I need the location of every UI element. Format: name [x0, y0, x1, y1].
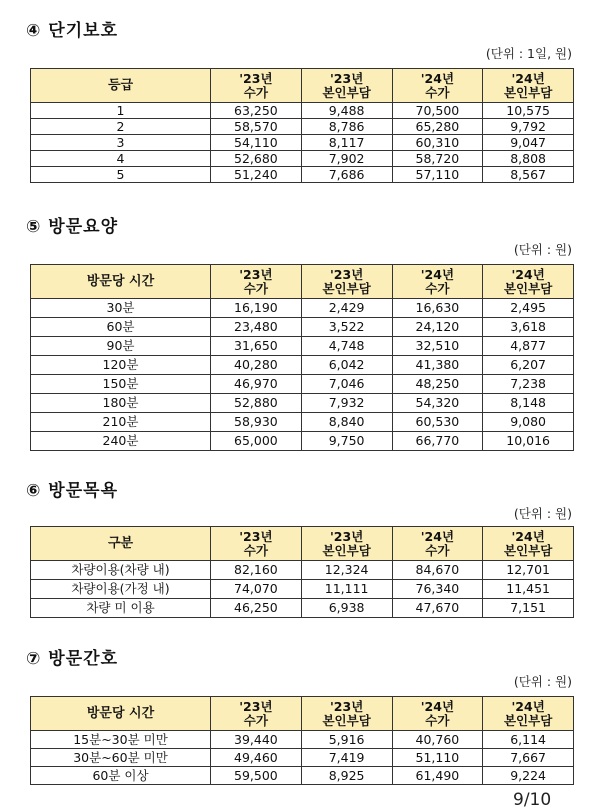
value-cell: 4,748 [301, 337, 392, 356]
row-label-cell: 210분 [31, 413, 211, 432]
header-cell [392, 69, 483, 103]
table-row [31, 413, 574, 432]
value-cell: 8,808 [483, 151, 574, 167]
table-row [31, 356, 574, 375]
value-cell: 76,340 [392, 580, 483, 599]
value-cell: 65,000 [211, 432, 302, 451]
value-cell: 61,490 [392, 767, 483, 785]
table-row [31, 151, 574, 167]
header-cell [392, 265, 483, 299]
value-cell: 60,530 [392, 413, 483, 432]
value-cell: 63,250 [211, 103, 302, 119]
value-cell: 6,938 [301, 599, 392, 618]
row-label-cell: 차량 미 이용 [31, 599, 211, 618]
table-row [31, 394, 574, 413]
table-row [31, 731, 574, 749]
value-cell: 47,670 [392, 599, 483, 618]
header-cell [301, 527, 392, 561]
table-row [31, 103, 574, 119]
row-label-cell: 240분 [31, 432, 211, 451]
header-text: '24년 본인부담 [503, 698, 553, 728]
value-cell: 7,932 [301, 394, 392, 413]
value-cell: 40,760 [392, 731, 483, 749]
table-row [31, 749, 574, 767]
row-label-cell: 90분 [31, 337, 211, 356]
value-cell: 23,480 [211, 318, 302, 337]
value-cell: 16,630 [392, 299, 483, 318]
page-indicator: 9/10 [513, 790, 552, 810]
row-label-cell: 60분 이상 [31, 767, 211, 785]
value-cell: 7,046 [301, 375, 392, 394]
value-cell: 9,047 [483, 135, 574, 151]
table-row [31, 167, 574, 183]
unit-note: (단위 : 원) [513, 506, 572, 521]
header-text: '24년 본인부담 [503, 528, 553, 558]
value-cell: 59,500 [211, 767, 302, 785]
fee-table [30, 696, 574, 785]
value-cell: 16,190 [211, 299, 302, 318]
value-cell: 51,240 [211, 167, 302, 183]
value-cell: 84,670 [392, 561, 483, 580]
value-cell: 39,440 [211, 731, 302, 749]
header-cell [483, 697, 574, 731]
row-label-cell: 60분 [31, 318, 211, 337]
row-label-cell: 4 [31, 151, 211, 167]
section-title: ④ 단기보호 [26, 21, 118, 41]
header-cell [483, 527, 574, 561]
section-title: ⑤ 방문요양 [26, 217, 118, 237]
table-row [31, 561, 574, 580]
section-title: ⑥ 방문목욕 [26, 481, 118, 501]
value-cell: 58,570 [211, 119, 302, 135]
row-label-cell: 3 [31, 135, 211, 151]
row-label-cell: 180분 [31, 394, 211, 413]
value-cell: 12,324 [301, 561, 392, 580]
value-cell: 12,701 [483, 561, 574, 580]
value-cell: 58,930 [211, 413, 302, 432]
value-cell: 3,618 [483, 318, 574, 337]
header-text: '24년 본인부담 [503, 266, 553, 296]
value-cell: 48,250 [392, 375, 483, 394]
value-cell: 65,280 [392, 119, 483, 135]
header-cell [211, 265, 302, 299]
value-cell: 2,495 [483, 299, 574, 318]
row-label-cell: 150분 [31, 375, 211, 394]
value-cell: 49,460 [211, 749, 302, 767]
row-label-cell: 30분 [31, 299, 211, 318]
value-cell: 41,380 [392, 356, 483, 375]
row-label-cell: 차량이용(차량 내) [31, 561, 211, 580]
value-cell: 8,840 [301, 413, 392, 432]
value-cell: 9,224 [483, 767, 574, 785]
header-text: '23년 본인부담 [322, 70, 371, 100]
header-text: '24년 수가 [420, 698, 455, 728]
header-text: '24년 수가 [420, 266, 455, 296]
value-cell: 4,877 [483, 337, 574, 356]
value-cell: 9,750 [301, 432, 392, 451]
header-text: '23년 수가 [239, 698, 273, 728]
value-cell: 7,667 [483, 749, 574, 767]
header-cell [483, 265, 574, 299]
table-row [31, 318, 574, 337]
value-cell: 7,902 [301, 151, 392, 167]
table-row [31, 337, 574, 356]
value-cell: 2,429 [301, 299, 392, 318]
value-cell: 10,575 [483, 103, 574, 119]
unit-note: (단위 : 원) [513, 242, 572, 257]
header-cell: 방문당 시간 [31, 265, 211, 299]
value-cell: 8,567 [483, 167, 574, 183]
row-label-cell: 1 [31, 103, 211, 119]
header-text: '24년 수가 [420, 70, 455, 100]
header-cell: 등급 [31, 69, 211, 103]
fee-table [30, 264, 574, 451]
value-cell: 9,080 [483, 413, 574, 432]
header-cell [211, 697, 302, 731]
table-row [31, 299, 574, 318]
value-cell: 6,042 [301, 356, 392, 375]
value-cell: 6,114 [483, 731, 574, 749]
value-cell: 31,650 [211, 337, 302, 356]
header-cell: 방문당 시간 [31, 697, 211, 731]
value-cell: 66,770 [392, 432, 483, 451]
value-cell: 54,110 [211, 135, 302, 151]
unit-note: (단위 : 원) [513, 674, 572, 689]
value-cell: 10,016 [483, 432, 574, 451]
unit-note: (단위 : 1일, 원) [485, 46, 572, 61]
value-cell: 54,320 [392, 394, 483, 413]
header-cell [392, 527, 483, 561]
header-text: '23년 수가 [239, 266, 273, 296]
fee-table [30, 526, 574, 618]
header-text: '23년 본인부담 [322, 528, 371, 558]
header-cell [301, 265, 392, 299]
value-cell: 52,680 [211, 151, 302, 167]
value-cell: 11,451 [483, 580, 574, 599]
value-cell: 52,880 [211, 394, 302, 413]
header-cell [301, 69, 392, 103]
value-cell: 57,110 [392, 167, 483, 183]
value-cell: 8,925 [301, 767, 392, 785]
value-cell: 8,786 [301, 119, 392, 135]
value-cell: 51,110 [392, 749, 483, 767]
header-text: '24년 본인부담 [503, 70, 553, 100]
value-cell: 40,280 [211, 356, 302, 375]
header-cell [483, 69, 574, 103]
row-label-cell: 120분 [31, 356, 211, 375]
header-text: '23년 수가 [239, 528, 273, 558]
header-cell [211, 527, 302, 561]
value-cell: 32,510 [392, 337, 483, 356]
header-cell: 구분 [31, 527, 211, 561]
value-cell: 7,238 [483, 375, 574, 394]
table-row [31, 432, 574, 451]
value-cell: 11,111 [301, 580, 392, 599]
value-cell: 60,310 [392, 135, 483, 151]
value-cell: 74,070 [211, 580, 302, 599]
table-row [31, 135, 574, 151]
header-text: '23년 본인부담 [322, 266, 371, 296]
row-label-cell: 5 [31, 167, 211, 183]
section-title: ⑦ 방문간호 [26, 649, 118, 669]
table-row [31, 119, 574, 135]
header-cell [301, 697, 392, 731]
header-cell [211, 69, 302, 103]
value-cell: 9,792 [483, 119, 574, 135]
value-cell: 6,207 [483, 356, 574, 375]
row-label-cell: 차량이용(가정 내) [31, 580, 211, 599]
value-cell: 7,686 [301, 167, 392, 183]
value-cell: 46,250 [211, 599, 302, 618]
value-cell: 9,488 [301, 103, 392, 119]
value-cell: 58,720 [392, 151, 483, 167]
value-cell: 8,148 [483, 394, 574, 413]
value-cell: 3,522 [301, 318, 392, 337]
row-label-cell: 15분~30분 미만 [31, 731, 211, 749]
fee-table [30, 68, 574, 183]
value-cell: 8,117 [301, 135, 392, 151]
table-row [31, 767, 574, 785]
value-cell: 7,151 [483, 599, 574, 618]
value-cell: 5,916 [301, 731, 392, 749]
table-row [31, 599, 574, 618]
header-cell [392, 697, 483, 731]
row-label-cell: 2 [31, 119, 211, 135]
header-text: '24년 수가 [420, 528, 455, 558]
value-cell: 82,160 [211, 561, 302, 580]
table-row [31, 580, 574, 599]
header-text: '23년 수가 [239, 70, 273, 100]
row-label-cell: 30분~60분 미만 [31, 749, 211, 767]
header-text: '23년 본인부담 [322, 698, 371, 728]
value-cell: 46,970 [211, 375, 302, 394]
value-cell: 70,500 [392, 103, 483, 119]
value-cell: 7,419 [301, 749, 392, 767]
table-row [31, 375, 574, 394]
value-cell: 24,120 [392, 318, 483, 337]
